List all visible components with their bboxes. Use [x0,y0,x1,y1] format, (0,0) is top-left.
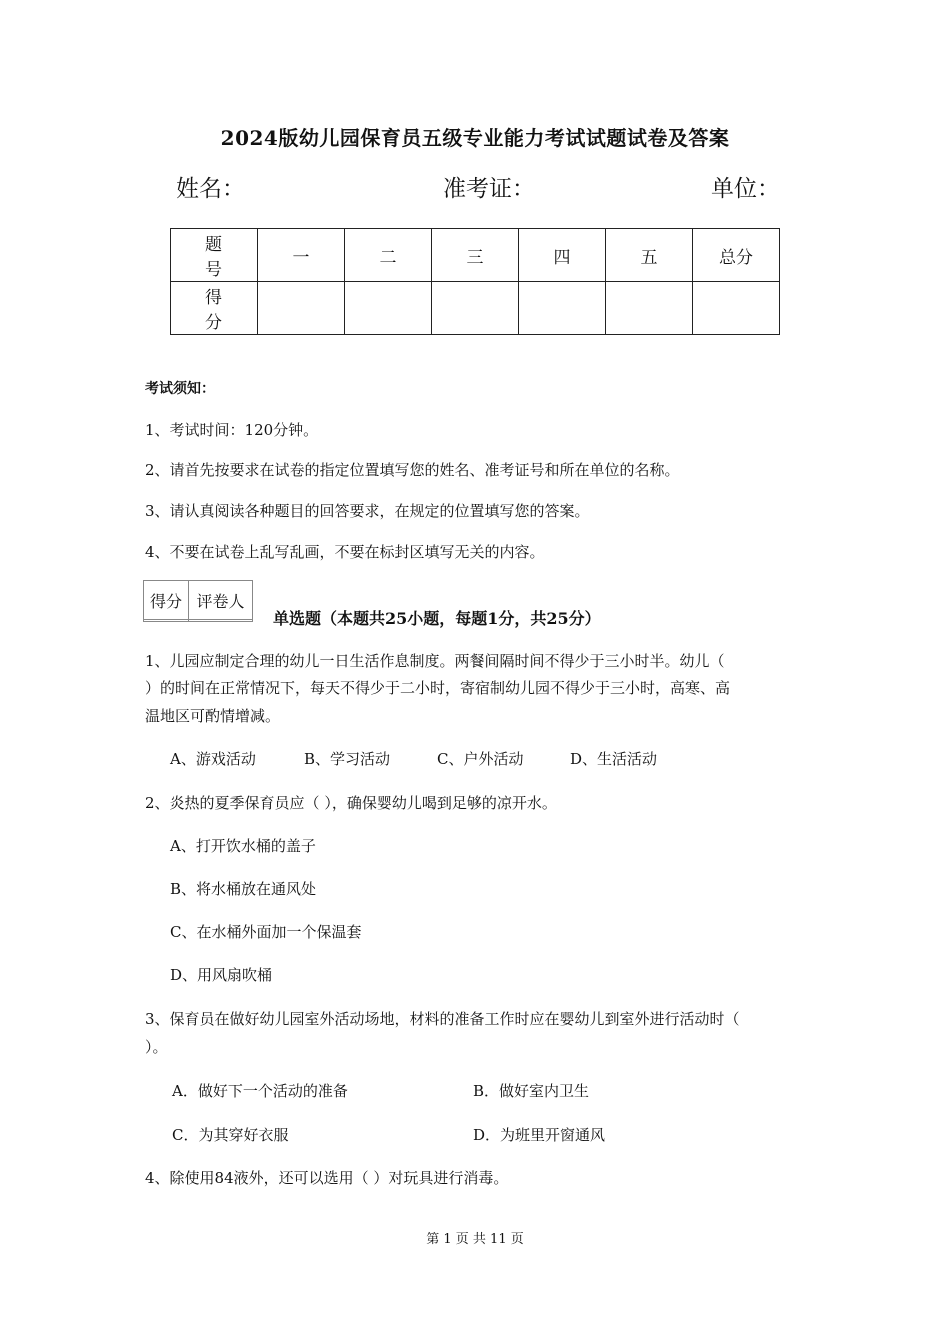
document-title: 2024版幼儿园保育员五级专业能力考试试题试卷及答案 [220,126,730,150]
score-cell[interactable] [432,282,519,335]
question-3-line-1: 3、保育员在做好幼儿园室外活动场地，材料的准备工作时应在婴幼儿到室外进行活动时（ [145,1010,740,1028]
grader-reviewer-label: 评卷人 [189,581,253,620]
score-cell[interactable] [606,282,693,335]
question-1-line-2: ）的时间在正常情况下，每天不得少于二小时，寄宿制幼儿园不得少于三小时，高寒、高 [145,679,731,697]
score-table-score-row [171,282,780,335]
score-col-5: 五 [606,229,693,282]
score-cell[interactable] [693,282,780,335]
score-col-2: 二 [345,229,432,282]
notice-item: 2、请首先按要求在试卷的指定位置填写您的姓名、准考证号和所在单位的名称。 [145,461,680,479]
notice-heading: 考试须知： [145,381,215,397]
question-1-option-a[interactable]: A、游戏活动 [170,750,256,768]
question-4-line-1: 4、除使用84液外，还可以选用（ ）对玩具进行消毒。 [145,1169,509,1187]
question-3-option-c[interactable]: C．为其穿好衣服 [172,1126,289,1144]
exam-number-label: 准考证： [443,176,535,202]
score-col-1: 一 [258,229,345,282]
grader-score-label: 得分 [144,581,189,620]
score-col-3: 三 [432,229,519,282]
question-3-option-d[interactable]: D．为班里开窗通风 [473,1126,606,1144]
notice-item: 3、请认真阅读各种题目的回答要求，在规定的位置填写您的答案。 [145,502,590,520]
question-2-option-c[interactable]: C、在水桶外面加一个保温套 [170,923,362,941]
question-3-option-a[interactable]: A．做好下一个活动的准备 [172,1082,348,1100]
question-3-option-b[interactable]: B．做好室内卫生 [473,1082,590,1100]
question-2-option-a[interactable]: A、打开饮水桶的盖子 [170,837,316,855]
score-col-4: 四 [519,229,606,282]
question-1-line-3: 温地区可酌情增减。 [145,707,281,725]
question-1-line-1: 1、儿园应制定合理的幼儿一日生活作息制度。两餐间隔时间不得少于三小时半。幼儿（ [145,652,725,670]
notice-item: 1、考试时间：120分钟。 [145,421,319,439]
question-2-option-d[interactable]: D、用风扇吹桶 [170,966,273,984]
grader-score-cell[interactable] [144,620,189,622]
question-3-line-2: ）。 [145,1038,168,1056]
grader-reviewer-cell[interactable] [189,620,253,622]
score-cell[interactable] [345,282,432,335]
question-1-option-b[interactable]: B、学习活动 [304,750,391,768]
score-cell[interactable] [258,282,345,335]
score-row-label: 得 分 [171,282,258,335]
score-table [170,228,780,335]
grader-box [143,580,253,622]
notice-item: 4、不要在试卷上乱写乱画，不要在标封区填写无关的内容。 [145,543,545,561]
name-label: 姓名： [176,176,245,202]
question-2-line-1: 2、炎热的夏季保育员应（ ），确保婴幼儿喝到足够的凉开水。 [145,794,557,812]
question-1-option-d[interactable]: D、生活活动 [570,750,658,768]
score-cell[interactable] [519,282,606,335]
unit-label: 单位： [711,176,780,202]
page-footer: 第 1 页 共 11 页 [426,1232,524,1247]
question-2-option-b[interactable]: B、将水桶放在通风处 [170,880,317,898]
question-number-header: 题 号 [171,229,258,282]
question-1-option-c[interactable]: C、户外活动 [437,750,524,768]
section-title: 单选题（本题共25小题，每题1分，共25分） [273,609,601,628]
score-table-header-row [171,229,780,282]
score-col-total: 总分 [693,229,780,282]
